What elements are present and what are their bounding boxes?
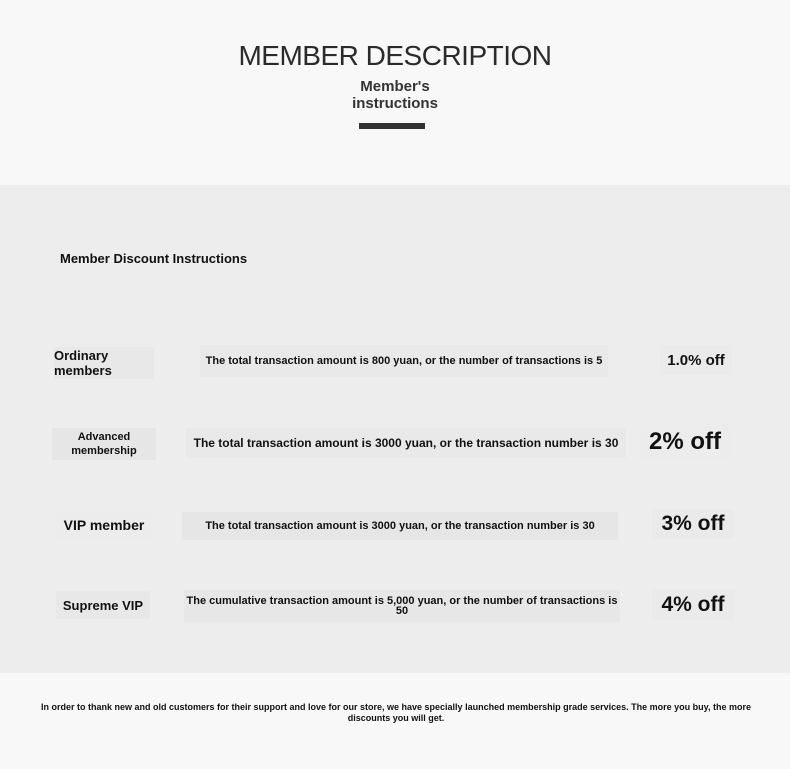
tier-name: Advanced membership — [52, 428, 156, 460]
tier-discount: 3% off — [652, 509, 734, 539]
discount-section — [0, 185, 790, 673]
tier-condition: The total transaction amount is 3000 yuan, or the transaction number is 30 — [186, 428, 626, 458]
footer-note: In order to thank new and old customers for their support and love for our store, we have specially launched membership grade services. The more you buy, the more discounts you will get. — [40, 702, 751, 723]
page-footer — [0, 673, 790, 769]
tier-name: VIP member — [56, 511, 152, 539]
tier-condition: The total transaction amount is 3000 yuan, or the transaction number is 30 — [182, 512, 618, 540]
page-header — [0, 0, 790, 185]
page-subtitle — [0, 78, 790, 112]
section-heading: Member Discount Instructions — [60, 251, 248, 266]
tier-condition: The total transaction amount is 800 yuan, or the number of transactions is 5 — [200, 345, 608, 377]
tier-discount: 1.0% off — [660, 345, 732, 375]
tier-name: Supreme VIP — [56, 591, 150, 619]
tier-discount: 4% off — [652, 590, 734, 620]
page-title: MEMBER DESCRIPTION — [238, 40, 552, 71]
tier-condition: The cumulative transaction amount is 5,000 yuan, or the number of transactions is 50 — [184, 590, 620, 622]
tier-name: Ordinary members — [54, 347, 154, 379]
tier-discount: 2% off — [640, 425, 730, 459]
subtitle-text: Member's instructions — [352, 78, 438, 112]
title-underline — [359, 123, 425, 129]
